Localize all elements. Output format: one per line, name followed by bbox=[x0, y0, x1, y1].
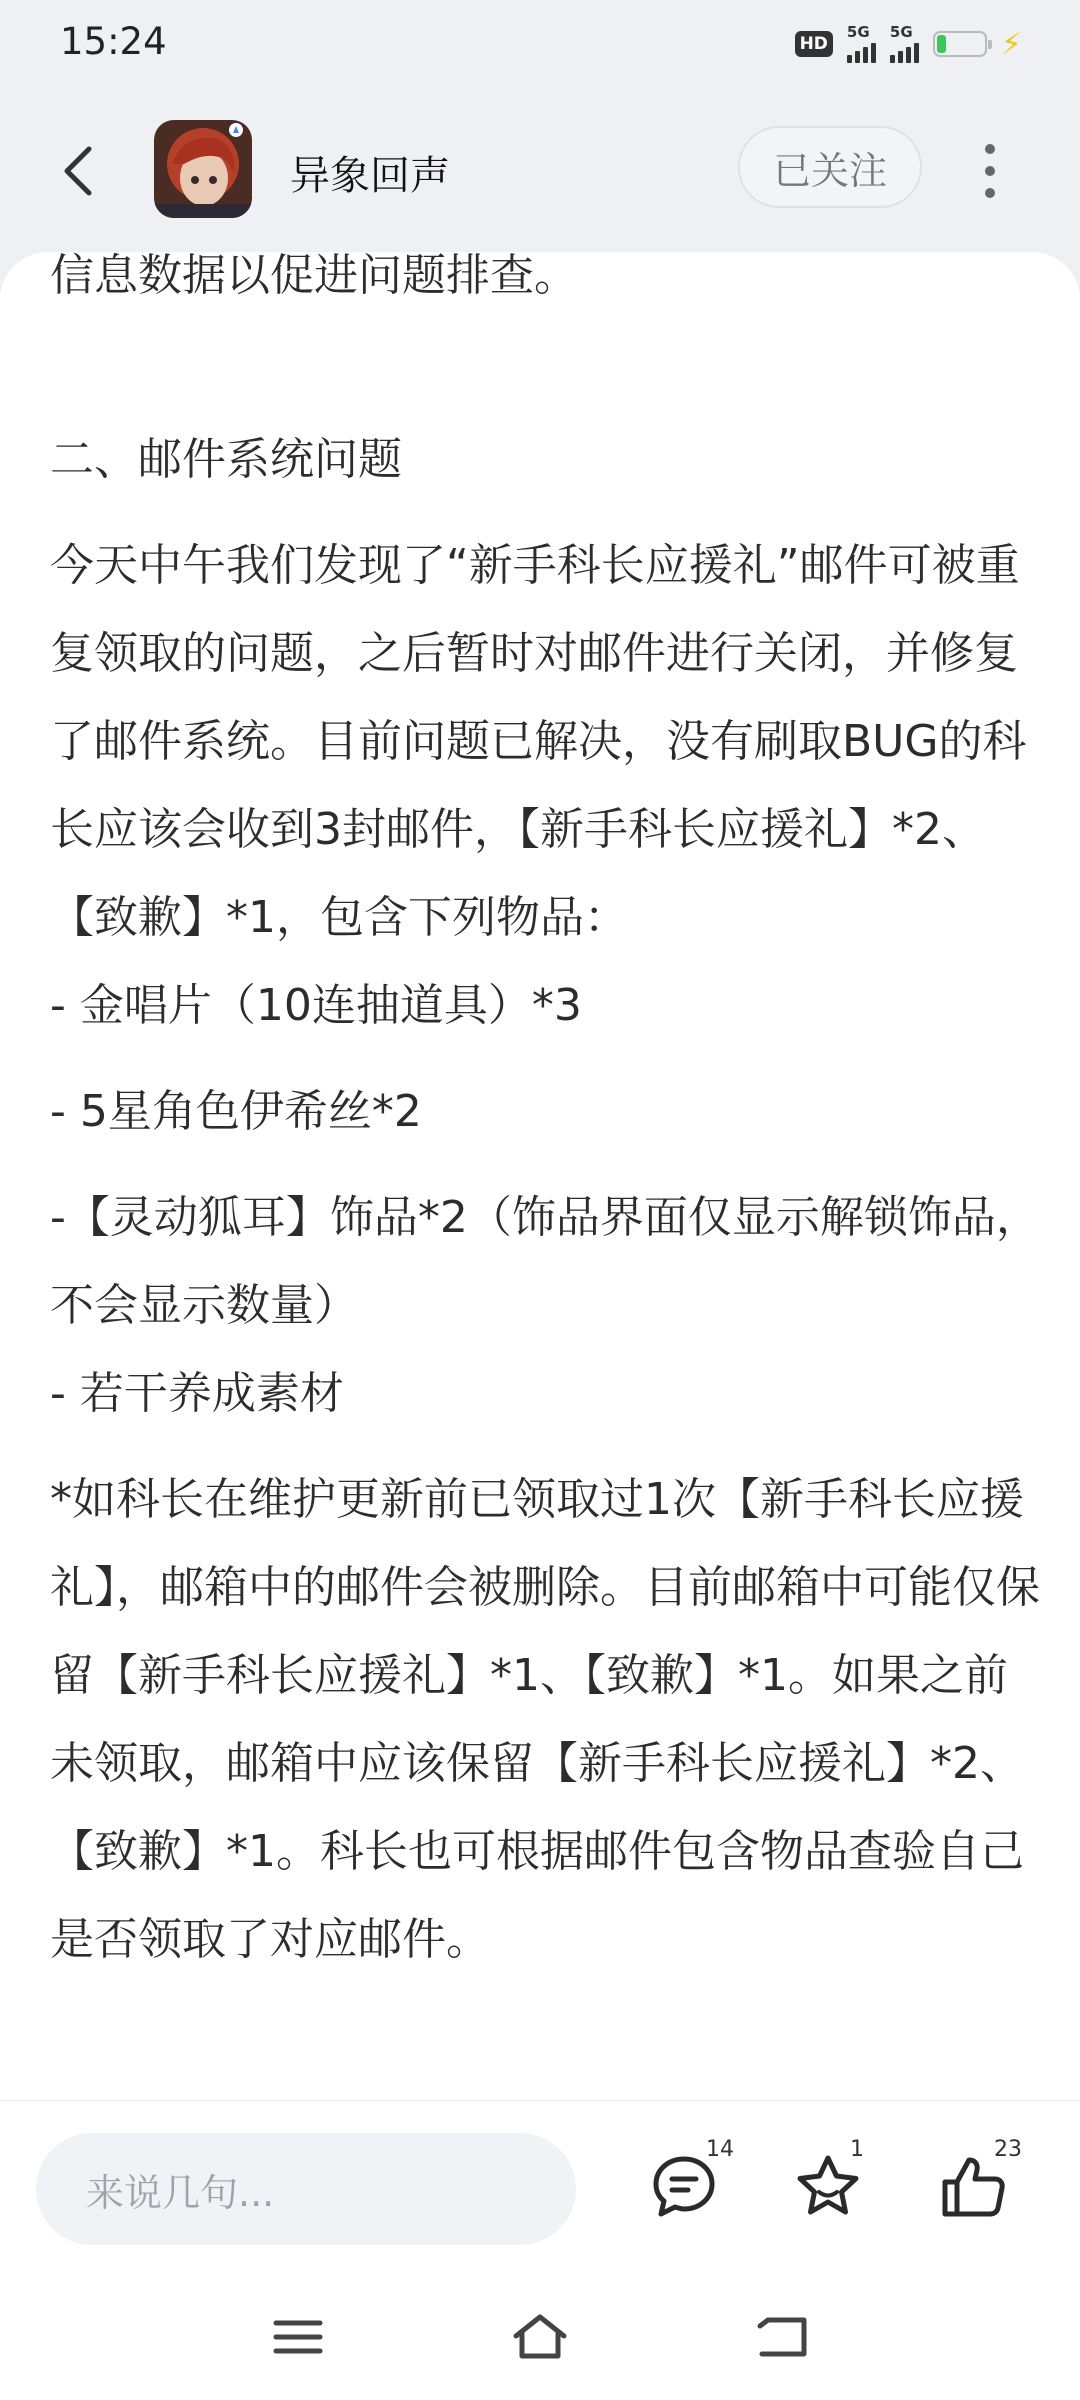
article-paragraph: 信息数据以促进问题排查。 bbox=[50, 252, 578, 301]
status-time: 15:24 bbox=[60, 20, 167, 63]
home-icon bbox=[510, 2312, 570, 2362]
page-header bbox=[0, 106, 1080, 232]
favorite-button[interactable] bbox=[788, 2137, 868, 2227]
status-bar bbox=[0, 0, 1080, 86]
signal-icon-sim1: 5G bbox=[847, 25, 876, 63]
status-icons bbox=[795, 24, 1022, 64]
list-item: -【灵动狐耳】饰品*2（饰品界面仅显示解锁饰品，不会显示数量） bbox=[50, 1192, 1040, 1331]
comment-count: 14 bbox=[706, 2137, 734, 2162]
chevron-left-icon bbox=[59, 143, 99, 199]
more-dot bbox=[985, 144, 995, 154]
signal-icon-sim2: 5G bbox=[890, 25, 919, 63]
thumbs-up-icon bbox=[937, 2152, 1007, 2222]
recent-apps-button[interactable] bbox=[258, 2302, 338, 2372]
like-count: 23 bbox=[994, 2137, 1022, 2162]
list-item: - 若干养成素材 bbox=[50, 1368, 344, 1419]
menu-icon bbox=[272, 2317, 324, 2357]
system-nav-bar bbox=[0, 2280, 1080, 2400]
back-button[interactable] bbox=[44, 136, 114, 206]
content-fade bbox=[0, 2062, 1080, 2102]
list-item: - 5星角色伊希丝*2 bbox=[50, 1086, 422, 1137]
article-paragraph: 今天中午我们发现了“新手科长应援礼”邮件可被重复领取的问题，之后暂时对邮件进行关闭，并修复了邮件系统。目前问题已解决，没有刷取BUG的科长应该会收到3封邮件，【新手科长应援礼】*2、【致歉】*1，包含下列物品： bbox=[50, 540, 1027, 943]
article-card bbox=[0, 252, 1080, 2102]
app-avatar[interactable] bbox=[154, 120, 252, 218]
more-dot bbox=[985, 166, 995, 176]
app-title[interactable]: 异象回声 bbox=[290, 153, 450, 199]
favorite-count: 1 bbox=[850, 2137, 864, 2162]
more-dot bbox=[985, 188, 995, 198]
back-nav-button[interactable] bbox=[742, 2302, 822, 2372]
back-nav-icon bbox=[754, 2314, 810, 2360]
avatar-image bbox=[154, 120, 252, 218]
comment-button[interactable] bbox=[644, 2137, 734, 2227]
section-heading: 二、邮件系统问题 bbox=[50, 434, 402, 485]
bottom-action-bar bbox=[0, 2100, 1080, 2281]
battery-icon bbox=[933, 31, 987, 57]
list-item: - 金唱片（10连抽道具）*3 bbox=[50, 980, 582, 1031]
more-options-button[interactable] bbox=[960, 136, 1020, 206]
comment-input[interactable]: 来说几句... bbox=[36, 2133, 576, 2245]
home-button[interactable] bbox=[500, 2302, 580, 2372]
article-body bbox=[50, 252, 1040, 1984]
charging-icon: ⚡ bbox=[1000, 26, 1022, 62]
like-button[interactable] bbox=[932, 2137, 1022, 2227]
star-icon bbox=[793, 2152, 863, 2222]
article-paragraph: *如科长在维护更新前已领取过1次【新手科长应援礼】，邮箱中的邮件会被删除。目前邮箱中可能仅保留【新手科长应援礼】*1、【致歉】*1。如果之前未领取，邮箱中应该保留【新手科长应援礼】*2、【致歉】*1。科长也可根据邮件包含物品查验自己是否领取了对应邮件。 bbox=[50, 1474, 1040, 1965]
comment-icon bbox=[650, 2153, 718, 2221]
hd-voice-icon: HD bbox=[795, 31, 833, 57]
follow-button[interactable]: 已关注 bbox=[738, 126, 922, 208]
